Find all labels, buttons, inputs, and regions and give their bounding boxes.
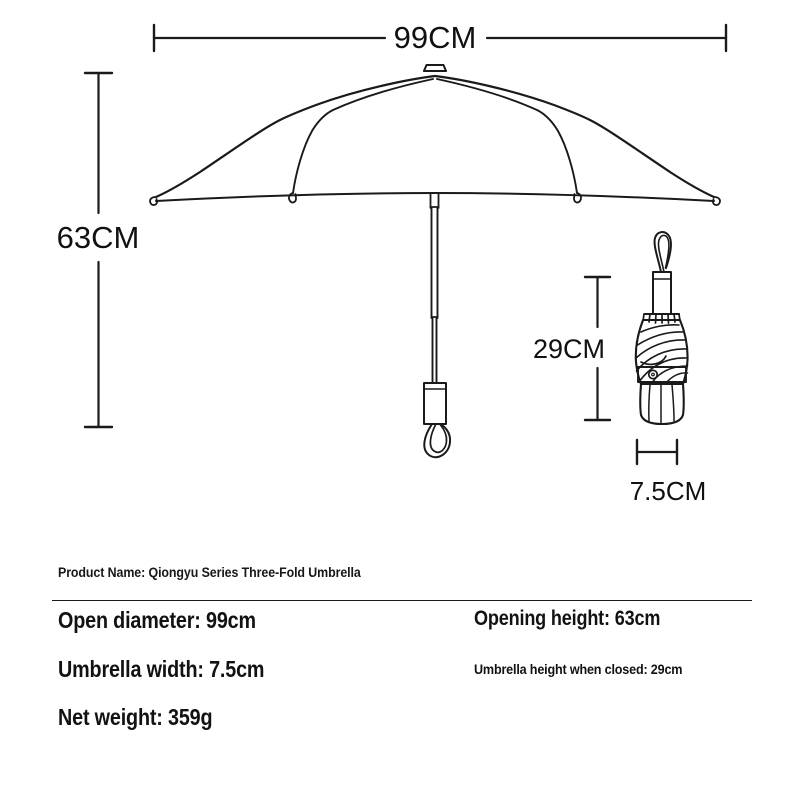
spec-closed-height: Umbrella height when closed: 29cm: [474, 661, 683, 677]
closed-height-label: 29CM: [532, 334, 606, 364]
specification-block: [0, 545, 800, 800]
open-umbrella-icon: [150, 65, 720, 457]
closed-width-label: 7.5CM: [629, 476, 707, 506]
spec-net-weight: Net weight: 359g: [58, 704, 213, 730]
open-width-label: 99CM: [393, 20, 477, 55]
spec-column-left: [58, 607, 458, 731]
closed-width-dimension: [637, 440, 677, 464]
spec-column-right: [474, 607, 794, 677]
spec-opening-height: Opening height: 63cm: [474, 607, 661, 630]
product-name: Product Name: Qiongyu Series Three-Fold Umbrella: [58, 565, 361, 580]
spec-open-diameter: Open diameter: 99cm: [58, 607, 256, 633]
open-height-label: 63CM: [56, 220, 140, 255]
spec-umbrella-width: Umbrella width: 7.5cm: [58, 656, 265, 682]
spec-divider: [52, 600, 752, 601]
spec-columns: [0, 607, 800, 797]
closed-umbrella-icon: [636, 232, 688, 424]
